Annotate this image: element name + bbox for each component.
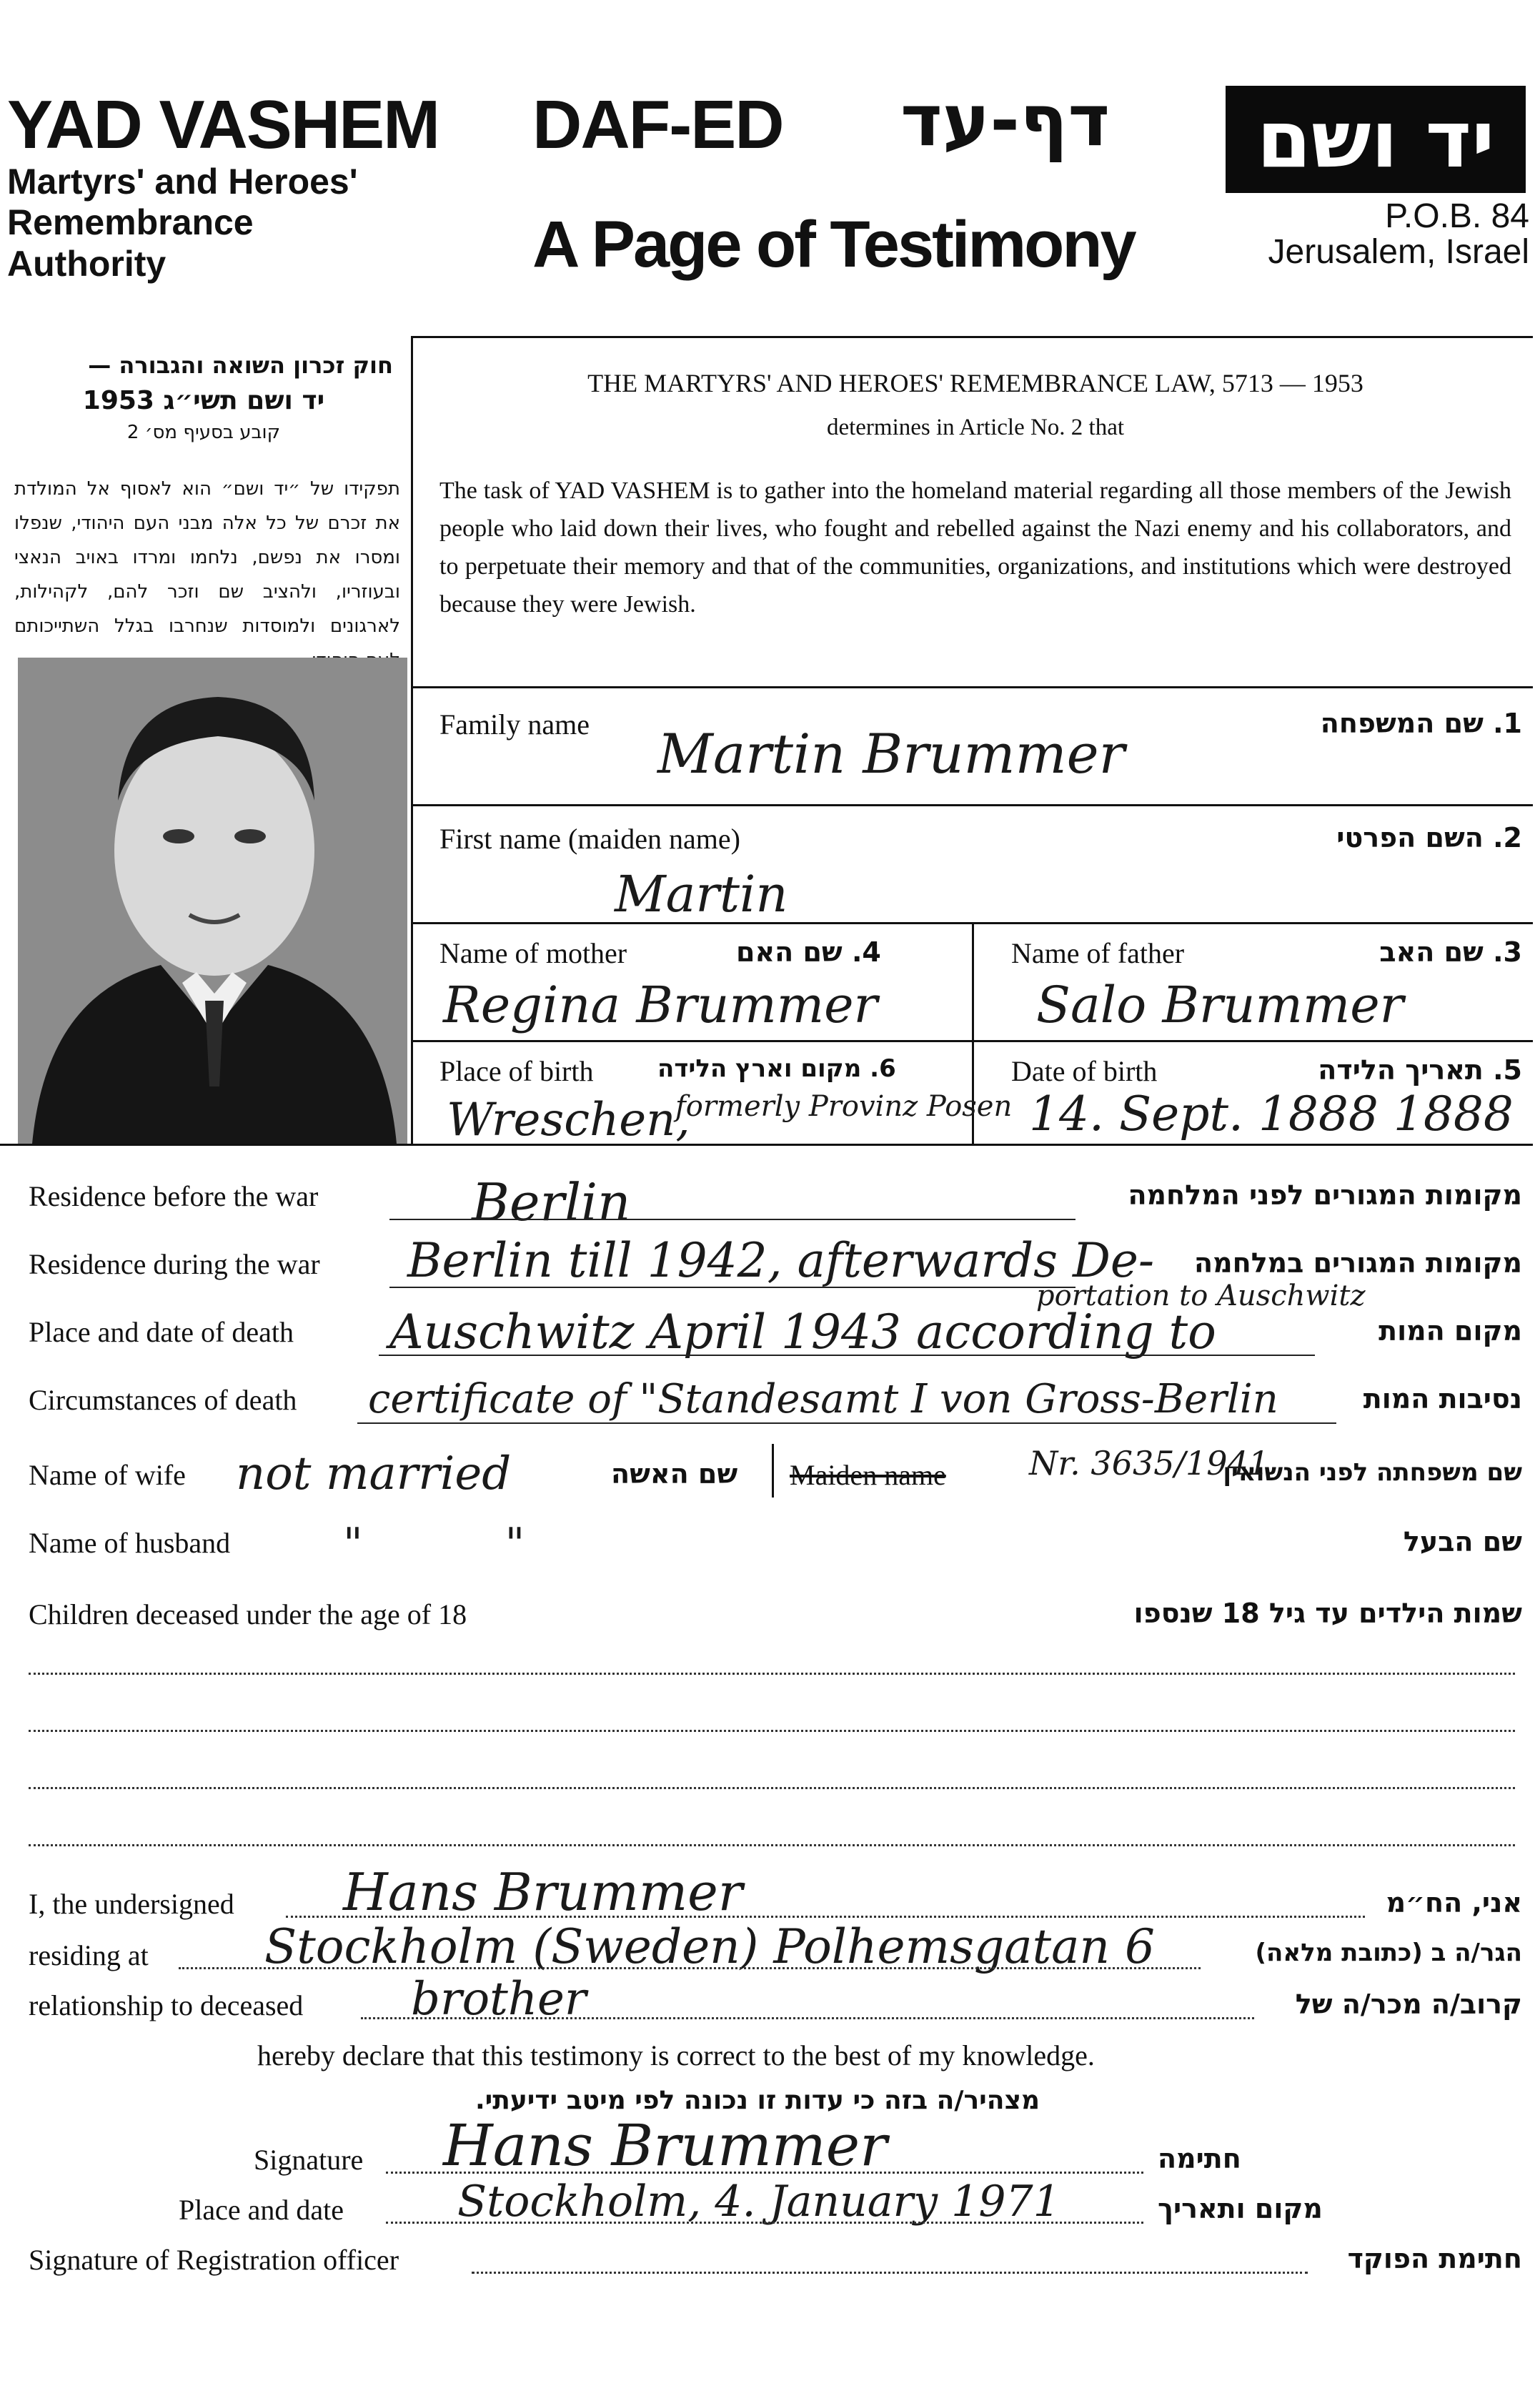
row-line-1 <box>411 804 1533 806</box>
residing-hebrew: הגר/ה ב (כתובת מלאה) <box>1255 1939 1522 1967</box>
mother-value[interactable]: Regina Brummer <box>443 976 878 1034</box>
date-of-birth-value[interactable]: 14. Sept. 1888 1888 <box>1029 1086 1514 1142</box>
residence-during-hebrew: מקומות המגורים במלחמה <box>1193 1247 1522 1279</box>
place-of-birth-hebrew: 6. מקום וארץ הלידה <box>657 1054 896 1083</box>
law-hebrew-text: תפקידו של ״יד ושם״ הוא לאסוף אל המולדת את זכרם של כל אלה מבני העם היהודי, שנפלו ומסרו את נפשם, נלחמו ומרדו באויב הנאצי ובעוזריו, ולהציב שם וזכר להם, לקהילות, לארגונים ולמוסדות שנחרבו בגלל השתייכותם <box>14 478 400 637</box>
place-date-line <box>386 2222 1143 2224</box>
residence-during-value-2[interactable]: portation to Auschwitz <box>1036 1279 1366 1312</box>
family-name-hebrew: 1. שם המשפחה <box>1320 708 1522 739</box>
undersigned-line <box>286 1916 1365 1918</box>
residence-during-label: Residence during the war <box>29 1248 320 1280</box>
portrait-photo <box>18 658 407 1144</box>
children-line-2[interactable] <box>29 1730 1515 1732</box>
mother-hebrew: 4. שם האם <box>736 936 881 968</box>
portrait-figure <box>18 658 407 1144</box>
po-box: P.O.B. 84 <box>1385 197 1529 235</box>
first-name-hebrew: 2. השם הפרטי <box>1336 822 1522 853</box>
org-subtitle-1: Martyrs' and Heroes' <box>7 162 358 202</box>
maiden-label: Maiden name <box>790 1459 946 1491</box>
residence-before-label: Residence before the war <box>29 1180 319 1212</box>
father-label: Name of father <box>1011 937 1185 969</box>
death-circumstances-label: Circumstances of death <box>29 1384 297 1416</box>
husband-hebrew: שם הבעל <box>1403 1526 1522 1558</box>
law-english-subtitle: determines in Article No. 2 that <box>826 415 1125 440</box>
children-hebrew: שמות הילדים עד גיל 18 שנספו <box>1133 1598 1522 1629</box>
undersigned-value[interactable]: Hans Brummer <box>343 1862 743 1922</box>
residence-before-line <box>389 1219 1075 1220</box>
residing-label: residing at <box>29 1939 149 1971</box>
place-of-birth-label: Place of birth <box>439 1055 594 1087</box>
law-bottom-line <box>411 686 1533 688</box>
residing-value[interactable]: Stockholm (Sweden) Polhemsgatan 6 <box>264 1919 1155 1974</box>
death-place-date-hebrew: מקום המות <box>1378 1315 1522 1347</box>
undersigned-label: I, the undersigned <box>29 1888 234 1920</box>
wife-label: Name of wife <box>29 1459 186 1491</box>
family-name-value[interactable]: Martin Brummer <box>657 722 1125 786</box>
father-value[interactable]: Salo Brummer <box>1036 976 1404 1034</box>
residing-line <box>179 1967 1201 1969</box>
wife-value[interactable]: not married <box>236 1447 512 1500</box>
place-of-birth-value-2[interactable]: formerly Provinz Posen <box>675 1090 1013 1123</box>
law-english-title: THE MARTYRS' AND HEROES' REMEMBRANCE LAW, 5713 — 1953 <box>587 369 1363 397</box>
logo-hebrew-text: יד ושם <box>1256 94 1495 185</box>
maiden-hebrew: שם משפחתה לפני הנשואין <box>1223 1458 1522 1487</box>
law-english-text: The task of YAD VASHEM is to gather into the homeland material regarding all those members of the Jewish people who laid down their lives, who fought and rebelled against the Nazi enemy and his collaborators, and to perpetuate their memory and that of the communities, organizations, and institutions which were destroyed because they were Jewish. <box>439 477 1511 618</box>
place-of-birth-value[interactable]: Wreschen, <box>447 1094 690 1147</box>
signature-value[interactable]: Hans Brummer <box>443 2112 888 2179</box>
city: Jerusalem, Israel <box>1268 233 1529 271</box>
law-hebrew-title-2: יד ושם תשי״ג 1953 <box>82 386 325 415</box>
officer-hebrew: חתימת הפוקד <box>1347 2243 1522 2274</box>
children-line-3[interactable] <box>29 1787 1515 1789</box>
death-circumstances-value[interactable]: certificate of "Standesamt I von Gross-Berlin <box>368 1376 1278 1422</box>
signature-label: Signature <box>254 2144 364 2176</box>
page-title: A Page of Testimony <box>532 208 1135 281</box>
relationship-hebrew: קרוב/ה מכר/ה של <box>1295 1989 1522 2020</box>
wife-maiden-divider <box>772 1444 774 1498</box>
yad-vashem-logo <box>1226 86 1526 193</box>
residence-during-line <box>389 1287 1075 1288</box>
daf-ed-title: DAF-ED <box>532 86 783 163</box>
date-of-birth-hebrew: 5. תאריך הלידה <box>1318 1054 1522 1086</box>
death-circumstances-hebrew: נסיבות המות <box>1363 1383 1522 1415</box>
children-line-4[interactable] <box>29 1844 1515 1846</box>
residence-during-value[interactable]: Berlin till 1942, afterwards De- <box>407 1233 1155 1288</box>
place-date-value[interactable]: Stockholm, 4. January 1971 <box>457 2177 1060 2227</box>
officer-line[interactable] <box>472 2272 1308 2274</box>
top-frame-line <box>411 336 1533 338</box>
residence-before-value[interactable]: Berlin <box>472 1172 631 1232</box>
father-hebrew: 3. שם האב <box>1379 936 1522 968</box>
declaration-text: hereby declare that this testimony is correct to the best of my knowledge. <box>257 2039 1095 2071</box>
org-subtitle-3: Authority <box>7 244 167 284</box>
place-date-label: Place and date <box>179 2194 344 2226</box>
declaration-hebrew: מצהיר/ה בזה כי עדות זו נכונה לפי מיטב ידיעתי. <box>475 2086 1040 2115</box>
date-of-birth-label: Date of birth <box>1011 1055 1158 1087</box>
row-line-4 <box>0 1144 1533 1146</box>
law-hebrew-title-3: קובע בסעיף מס׳ 2 <box>126 422 281 443</box>
death-place-date-value[interactable]: Auschwitz April 1943 according to <box>389 1305 1216 1360</box>
signature-hebrew: חתימה <box>1158 2143 1241 2174</box>
relationship-label: relationship to deceased <box>29 1989 304 2021</box>
officer-label: Signature of Registration officer <box>29 2244 399 2276</box>
wife-hebrew: שם האשה <box>611 1458 738 1490</box>
death-circumstances-line <box>357 1422 1336 1424</box>
husband-value[interactable]: " " <box>343 1519 590 1569</box>
family-name-label: Family name <box>439 708 590 741</box>
maiden-value[interactable]: Nr. 3635/1941 <box>1029 1444 1270 1482</box>
left-column-divider <box>411 336 413 1144</box>
residence-before-hebrew: מקומות המגורים לפני המלחמה <box>1128 1179 1522 1211</box>
org-name: YAD VASHEM <box>7 86 439 163</box>
death-place-date-line <box>379 1355 1315 1356</box>
law-hebrew-title-1: חוק זכרון השואה והגבורה — <box>88 352 393 379</box>
husband-label: Name of husband <box>29 1527 231 1559</box>
first-name-label: First name (maiden name) <box>439 823 740 855</box>
children-label: Children deceased under the age of 18 <box>29 1598 467 1630</box>
relationship-line <box>361 2017 1254 2019</box>
first-name-value[interactable]: Martin <box>615 865 788 924</box>
children-line-1[interactable] <box>29 1673 1515 1675</box>
mother-label: Name of mother <box>439 937 627 969</box>
undersigned-hebrew: אני, הח״מ <box>1386 1887 1522 1919</box>
daf-ed-hebrew: דף-עד <box>900 79 1111 162</box>
relationship-value[interactable]: brother <box>411 1973 587 2026</box>
place-date-hebrew: מקום ותאריך <box>1158 2193 1323 2224</box>
death-place-date-label: Place and date of death <box>29 1316 294 1348</box>
org-subtitle-2: Remembrance <box>7 202 254 242</box>
signature-line <box>386 2172 1143 2174</box>
